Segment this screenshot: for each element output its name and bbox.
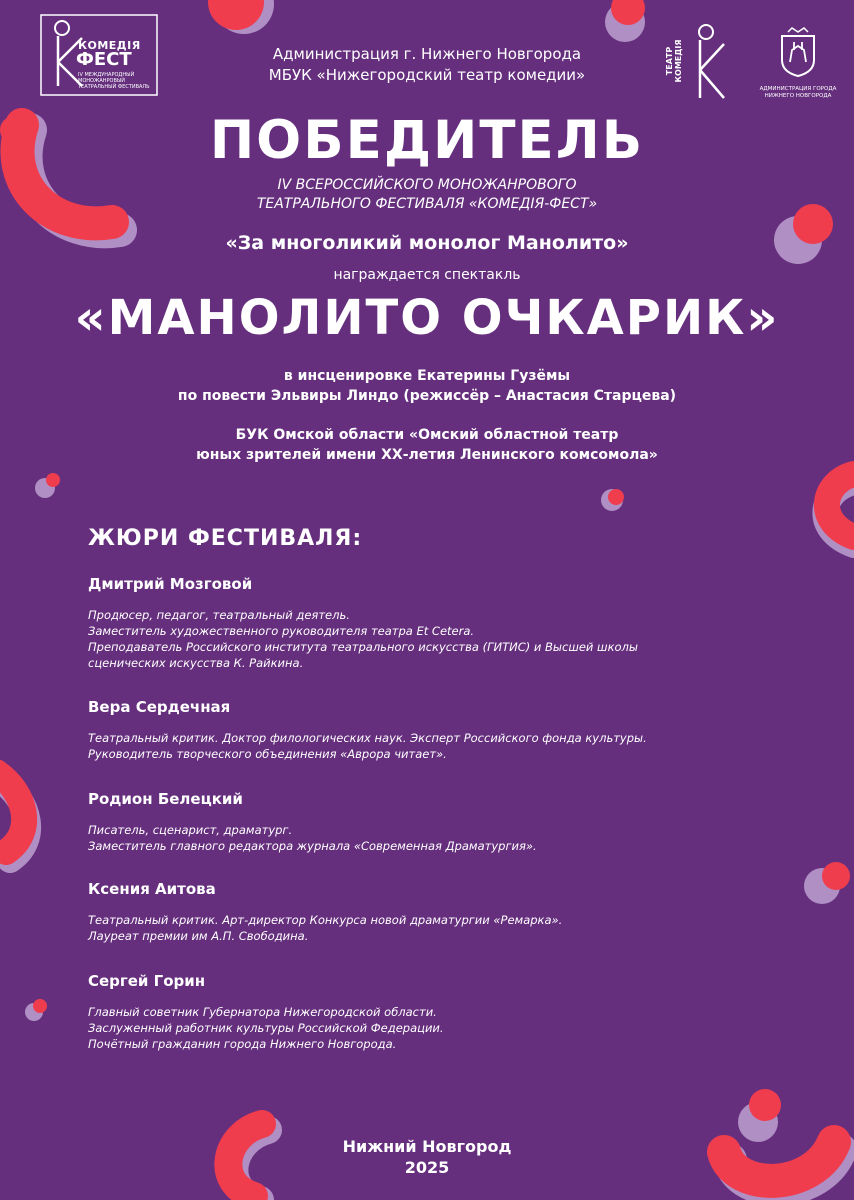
bio-line: Лауреат премии им А.П. Свободина. [88, 929, 309, 943]
jury-member [88, 697, 748, 762]
deco-circle [793, 204, 833, 244]
festival-line: ТЕАТРАЛЬНОГО ФЕСТИВАЛЯ «КОМЕДІЯ-ФЕСТ» [256, 196, 598, 212]
festival-line: IV ВСЕРОССИЙСКОГО МОНОЖАНРОВОГО [277, 177, 577, 193]
deco-circle [46, 473, 60, 487]
jury-member-bio [88, 1004, 748, 1052]
jury-member [88, 574, 748, 671]
city-coat-of-arms-icon [758, 26, 838, 78]
deco-circle [33, 999, 47, 1013]
fest-logo-caption: IV МЕЖДУНАРОДНЫЙ МОНОЖАНРОВЫЙ ТЕАТРАЛЬНЫЙ ФЕСТИВАЛЬ [78, 72, 150, 90]
footer-city: Нижний Новгород [342, 1137, 512, 1156]
author-line: по повести Эльвиры Линдо (режиссёр – Анастасия Старцева) [177, 388, 677, 404]
organizer-block [200, 44, 654, 86]
bio-line: Заслуженный работник культуры Российской Федерации. [88, 1021, 444, 1035]
bio-line: Писатель, сценарист, драматург. [88, 823, 293, 837]
bio-line: Заместитель художественного руководителя театра Et Cetera. [88, 624, 475, 638]
jury-member-name: Вера Сердечная [88, 698, 231, 716]
jury-member [88, 971, 748, 1052]
nomination: «За многоликий монолог Манолито» [225, 232, 629, 254]
jury-member-bio [88, 730, 748, 762]
bio-line: Преподаватель Российского института театрального искусства (ГИТИС) и Высшей школы [88, 640, 638, 654]
teatr-logo [664, 22, 728, 102]
organizer-line: МБУК «Нижегородский театр комедии» [268, 66, 586, 84]
fest-logo-name-bottom: ФЕСТ [76, 49, 132, 70]
jury-title: ЖЮРИ ФЕСТИВАЛЯ: [88, 526, 363, 551]
theatre-credits [120, 425, 734, 465]
award-title: ПОБЕДИТЕЛЬ [209, 110, 645, 171]
festival-name [150, 176, 704, 214]
bio-line: Заместитель главного редактора журнала «Современная Драматургия». [88, 839, 537, 853]
theatre-line: юных зрителей имени ХХ-летия Ленинского комсомола» [196, 447, 658, 463]
awarded-text: награждается спектакль [333, 267, 521, 283]
teatr-logo-caption: ТЕАТР КОМЕДІЯ [665, 39, 683, 83]
theatre-line: БУК Омской области «Омский областной театр [235, 427, 619, 443]
show-title: «МАНОЛИТО ОЧКАРИК» [74, 290, 780, 346]
deco-circle [749, 1089, 781, 1121]
deco-circle [608, 489, 624, 505]
bio-line: Продюсер, педагог, театральный деятель. [88, 608, 350, 622]
author-credits [120, 366, 734, 406]
admin-logo-caption: АДМИНИСТРАЦИЯ ГОРОДА НИЖНЕГО НОВГОРОДА [759, 86, 837, 99]
bio-line: Главный советник Губернатора Нижегородской области. [88, 1005, 437, 1019]
jury-member [88, 879, 748, 944]
footer [277, 1136, 577, 1178]
organizer-line: Администрация г. Нижнего Новгорода [272, 45, 582, 63]
jury-member-name: Сергей Горин [88, 972, 206, 990]
deco-arc [0, 772, 24, 852]
footer-year: 2025 [404, 1158, 450, 1177]
jury-member [88, 789, 748, 854]
jury-member-name: Ксения Аитова [88, 880, 216, 898]
fest-logo [40, 14, 158, 96]
jury-member-bio [88, 912, 748, 944]
jury-member-name: Родион Белецкий [88, 790, 243, 808]
bio-line: сценических искусства К. Райкина. [88, 656, 304, 670]
bio-line: Руководитель творческого объединения «Аврора читает». [88, 747, 447, 761]
jury-member-bio [88, 607, 748, 671]
deco-circle [822, 862, 850, 890]
bio-line: Театральный критик. Доктор филологических наук. Эксперт Российского фонда культуры. [88, 731, 647, 745]
jury-member-name: Дмитрий Мозговой [88, 575, 253, 593]
admin-logo [758, 26, 838, 100]
bio-line: Театральный критик. Арт-директор Конкурса новой драматургии «Ремарка». [88, 913, 563, 927]
fest-logo-name-top: КОМЕДІЯ [78, 39, 141, 52]
bio-line: Почётный гражданин города Нижнего Новгорода. [88, 1037, 397, 1051]
author-line: в инсценировке Екатерины Гузёмы [283, 368, 571, 384]
jury-member-bio [88, 822, 748, 854]
